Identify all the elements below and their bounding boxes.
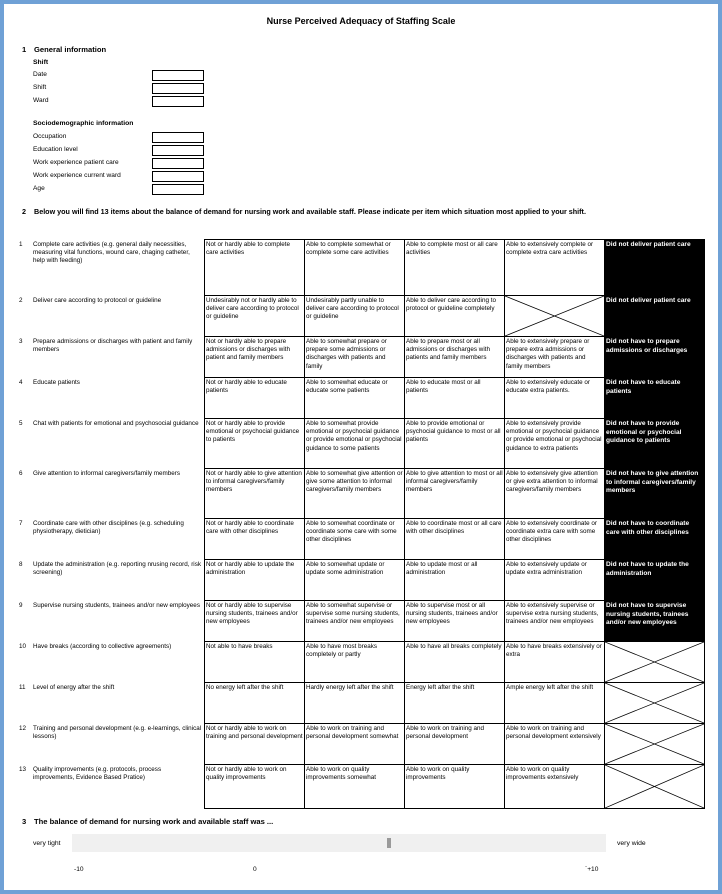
answer-option[interactable]: Able to somewhat prepare or prepare some admissions or discharges with patients and family: [305, 337, 405, 378]
item-question: Training and personal development (e.g. e-learnings, clinical lessons): [33, 724, 202, 740]
item-question: Educate patients: [33, 378, 80, 386]
item-question: Level of energy after the shift: [33, 683, 115, 691]
answer-option[interactable]: Able to extensively complete or complete extra care activities: [505, 240, 605, 296]
answer-option[interactable]: Able to have most breaks completely or partly: [305, 642, 405, 683]
answer-option[interactable]: Able to somewhat educate or educate some patients: [305, 378, 405, 419]
not-applicable-option[interactable]: Did not have to update the administration: [605, 560, 705, 601]
item-row: [18, 724, 705, 765]
answer-option[interactable]: Not or hardly able to work on quality improvements: [205, 765, 305, 809]
item-question: Update the administration (e.g. reporting nrusing record, risk screening): [33, 560, 201, 576]
item-row: [18, 642, 705, 683]
answer-option[interactable]: Able to somewhat update or update some administration: [305, 560, 405, 601]
cross-icon: [605, 724, 704, 764]
answer-option[interactable]: Able to somewhat provide emotional or psychocial guidance or provide emotional or psychocial guidance to some patients: [305, 419, 405, 469]
answer-option[interactable]: Able to complete most or all care activities: [405, 240, 505, 296]
section-title: The balance of demand for nursing work and available staff was ...: [34, 817, 274, 826]
slider-thumb[interactable]: [387, 838, 391, 848]
section-number: 3: [22, 817, 27, 826]
item-row: [18, 419, 705, 469]
answer-option[interactable]: Able to work on training and personal development somewhat: [305, 724, 405, 765]
answer-option[interactable]: Able to somewhat coordinate or coordinate some care with some other disciplines: [305, 519, 405, 560]
answer-option[interactable]: Able to extensively provide emotional or psychocial guidance or provide emotional or psychocial guidance to extra patients: [505, 419, 605, 469]
shift-input[interactable]: [152, 83, 204, 94]
not-applicable-cell: [605, 642, 705, 683]
section-number: 1: [22, 45, 27, 54]
answer-option[interactable]: Able to extensively update or update extra administration: [505, 560, 605, 601]
item-row: [18, 469, 705, 519]
item-question: Chat with patients for emotional and psychosocial guidance: [33, 419, 199, 427]
field-label-experience-ward: Work experience current ward: [33, 172, 121, 179]
cross-icon: [605, 765, 704, 808]
answer-option[interactable]: Able to supervise most or all nursing students, trainees and/or new employees: [405, 601, 505, 642]
not-applicable-option[interactable]: Did not deliver patient care: [605, 240, 705, 296]
answer-option[interactable]: Not or hardly able to update the administration: [205, 560, 305, 601]
experience-care-input[interactable]: [152, 158, 204, 169]
slider-left-label: very tight: [33, 840, 61, 847]
item-question: Prepare admissions or discharges with patient and family members: [33, 337, 193, 353]
not-applicable-cell: [505, 296, 605, 337]
occupation-input[interactable]: [152, 132, 204, 143]
item-row: [18, 765, 705, 809]
not-applicable-option[interactable]: Did not have to give attention to informal caregivers/family members: [605, 469, 705, 519]
item-number: 6: [19, 469, 23, 477]
form-page: [4, 4, 718, 890]
item-number: 5: [19, 419, 23, 427]
experience-ward-input[interactable]: [152, 171, 204, 182]
date-input[interactable]: [152, 70, 204, 81]
field-label-occupation: Occupation: [33, 133, 67, 140]
answer-option[interactable]: Able to deliver care according to protocol or guideline completely: [405, 296, 505, 337]
item-question: Coordinate care with other disciplines (e.g. scheduling physiotherapy, dietician): [33, 519, 184, 535]
answer-option[interactable]: Able to provide emotional or psychocial guidance to most or all patients: [405, 419, 505, 469]
item-row: [18, 240, 705, 296]
item-number: 8: [19, 560, 23, 568]
item-number: 9: [19, 601, 23, 609]
item-row: [18, 601, 705, 642]
answer-option[interactable]: Able to work on training and personal development: [405, 724, 505, 765]
slider-right-label: very wide: [617, 840, 646, 847]
answer-option[interactable]: Able to coordinate most or all care with other disciplines: [405, 519, 505, 560]
item-question: Have breaks (according to collective agreements): [33, 642, 172, 650]
answer-option[interactable]: Not or hardly able to supervise nursing students, trainees and/or new employees: [205, 601, 305, 642]
section-title: General information: [34, 45, 107, 54]
not-applicable-option[interactable]: Did not have to coordinate care with other disciplines: [605, 519, 705, 560]
item-number: 2: [19, 296, 23, 304]
item-question: Give attention to informal caregivers/family members: [33, 469, 180, 477]
answer-option[interactable]: Not or hardly able to provide emotional or psychocial guidance to patients: [205, 419, 305, 469]
answer-option[interactable]: Able to work on quality improvements: [405, 765, 505, 809]
answer-option[interactable]: Able to extensively prepare or prepare extra admissions or discharges with patients and family members: [505, 337, 605, 378]
answer-option[interactable]: Able to extensively supervise or supervise extra nursing students, trainees and/or new employees: [505, 601, 605, 642]
answer-option[interactable]: Hardly energy left after the shift: [305, 683, 405, 724]
answer-option[interactable]: Able to educate most or all patients: [405, 378, 505, 419]
item-question: Complete care activities (e.g. general daily necessities, measuring vital functions, wound care, chaging catheter, help with feeding): [33, 240, 190, 264]
answer-option[interactable]: Able to work on training and personal development extensively: [505, 724, 605, 765]
field-label-education: Education level: [33, 146, 78, 153]
field-label-age: Age: [33, 185, 45, 192]
answer-option[interactable]: Able to have all breaks completely: [405, 642, 505, 683]
field-label-ward: Ward: [33, 97, 49, 104]
item-question: Deliver care according to protocol or guideline: [33, 296, 162, 304]
answer-option[interactable]: Able to update most or all administration: [405, 560, 505, 601]
item-row: [18, 519, 705, 560]
answer-option[interactable]: Not or hardly able to prepare admissions or discharges with patient and family members: [205, 337, 305, 378]
item-number: 12: [19, 724, 27, 732]
answer-option[interactable]: Able to work on quality improvements extensively: [505, 765, 605, 809]
answer-option[interactable]: Able to work on quality improvements somewhat: [305, 765, 405, 809]
item-number: 1: [19, 240, 23, 248]
answer-option[interactable]: Able to somewhat supervise or supervise some nursing students, trainees and/or new employees: [305, 601, 405, 642]
answer-option[interactable]: Not or hardly able to educate patients: [205, 378, 305, 419]
answer-option[interactable]: Able to extensively give attention or give extra attention to informal caregivers/family members: [505, 469, 605, 519]
answer-option[interactable]: Ample energy left after the shift: [505, 683, 605, 724]
item-number: 7: [19, 519, 23, 527]
answer-option[interactable]: No energy left after the shift: [205, 683, 305, 724]
answer-option[interactable]: Able to somewhat give attention or give some attention to informal caregivers/family members: [305, 469, 405, 519]
age-input[interactable]: [152, 184, 204, 195]
answer-option[interactable]: Energy left after the shift: [405, 683, 505, 724]
answer-option[interactable]: Able to extensively coordinate or coordinate extra care with some other disciplines: [505, 519, 605, 560]
ward-input[interactable]: [152, 96, 204, 107]
answer-option[interactable]: Not or hardly able to complete care activities: [205, 240, 305, 296]
item-question: Quality improvements (e.g. protocols, process improvements, Evidence Based Pratice): [33, 765, 162, 781]
item-row: [18, 378, 705, 419]
answer-option[interactable]: Able to extensively educate or educate extra patients.: [505, 378, 605, 419]
item-question: Supervise nursing students, trainees and/or new employees: [33, 601, 200, 609]
item-row: [18, 560, 705, 601]
item-row: [18, 337, 705, 378]
field-label-shift: Shift: [33, 84, 47, 91]
section-number: 2: [22, 207, 26, 216]
not-applicable-cell: [605, 765, 705, 809]
answer-option[interactable]: Able to complete somewhat or complete some care activities: [305, 240, 405, 296]
cross-icon: [605, 642, 704, 682]
item-row: [18, 683, 705, 724]
sociodemographic-heading: Sociodemographic information: [33, 120, 134, 127]
answer-option[interactable]: Able to have breaks extensively or extra: [505, 642, 605, 683]
answer-option[interactable]: Able to prepare most or all admissions or discharges with patients and family members: [405, 337, 505, 378]
item-number: 10: [19, 642, 27, 650]
form-title: Nurse Perceived Adequacy of Staffing Scale: [266, 16, 456, 26]
answer-option[interactable]: Able to give attention to most or all informal caregivers/family members: [405, 469, 505, 519]
item-number: 3: [19, 337, 23, 345]
answer-option[interactable]: Undesirably not or hardly able to deliver care according to protocol or guideline: [205, 296, 305, 337]
answer-option[interactable]: Not or hardly able to work on training and personal development: [205, 724, 305, 765]
item-number: 13: [19, 765, 27, 773]
cross-icon: [505, 296, 604, 336]
not-applicable-option[interactable]: Did not have to provide emotional or psychocial guidance to patients: [605, 419, 705, 469]
cross-icon: [605, 683, 704, 723]
field-label-experience-care: Work experience patient care: [33, 159, 119, 166]
answer-option[interactable]: Not or hardly able to coordinate care with other disciplines: [205, 519, 305, 560]
tick-max: `+10: [585, 866, 599, 873]
not-applicable-cell: [605, 724, 705, 765]
not-applicable-cell: [605, 683, 705, 724]
tick-min: -10: [74, 866, 84, 873]
tick-mid: 0: [253, 866, 257, 873]
not-applicable-option[interactable]: Did not have to educate patients: [605, 378, 705, 419]
not-applicable-option[interactable]: Did not have to supervise nursing students, trainees and/or new employees: [605, 601, 705, 642]
answer-option[interactable]: Not able to have breaks: [205, 642, 305, 683]
item-number: 11: [19, 683, 26, 691]
item-row: [18, 296, 705, 337]
answer-option[interactable]: Undesirably partly unable to deliver care according to protocol or guideline: [305, 296, 405, 337]
shift-heading: Shift: [33, 59, 49, 66]
section-title: Below you will find 13 items about the balance of demand for nursing work and available staff. Please indicate per item which situation most applied to your shift.: [34, 207, 586, 216]
field-label-date: Date: [33, 71, 47, 78]
balance-slider[interactable]: [72, 834, 606, 852]
not-applicable-option[interactable]: Did not deliver patient care: [605, 296, 705, 337]
not-applicable-option[interactable]: Did not have to prepare admissions or discharges: [605, 337, 705, 378]
answer-option[interactable]: Not or hardly able to give attention to informal caregivers/family members: [205, 469, 305, 519]
education-input[interactable]: [152, 145, 204, 156]
item-number: 4: [19, 378, 23, 386]
staffing-items-table: [18, 239, 705, 809]
